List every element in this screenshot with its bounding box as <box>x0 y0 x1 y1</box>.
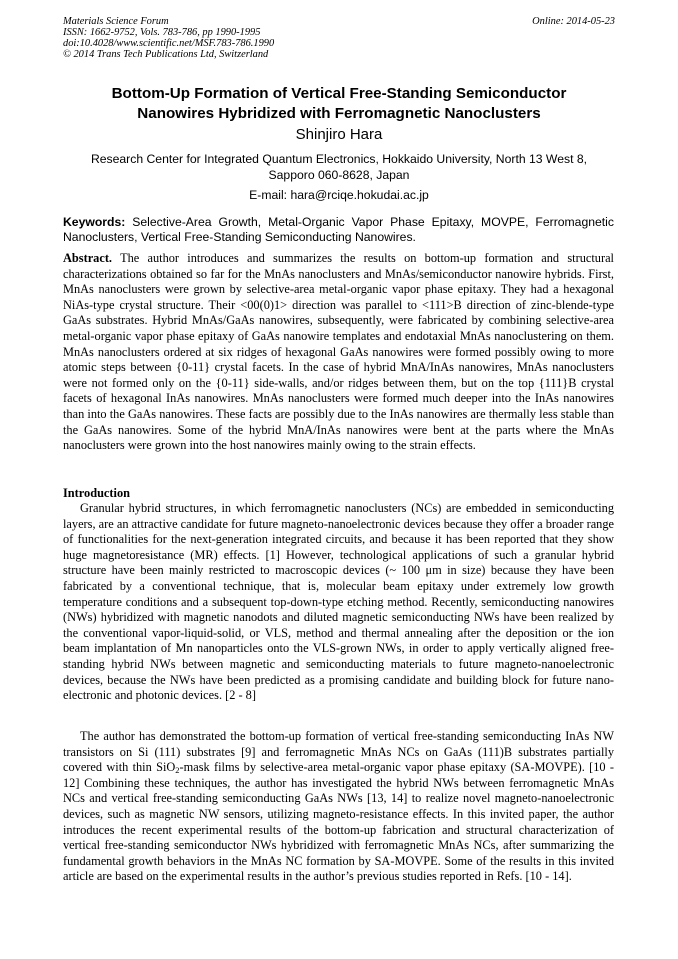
online-date: Online: 2014-05-23 <box>532 16 615 27</box>
journal-copyright: © 2014 Trans Tech Publications Ltd, Switzerland <box>63 49 269 60</box>
journal-header <box>63 16 274 60</box>
abstract <box>63 251 614 454</box>
sio2-subscript: 2 <box>175 765 180 776</box>
author-email: E-mail: hara@rciqe.hokudai.ac.jp <box>249 188 429 202</box>
intro-paragraph-2 <box>63 729 614 885</box>
intro-paragraph-2-part-b: -mask films by selective-area metal-organic vapor phase epitaxy (SA-MOVPE). [10 - 12] Combining these techniques, the author has investigated the hybrid NWs between ferromagnetic MnAs NCs and vertical free-standing semiconducting GaAs NWs [13, 14] to realize novel magneto-nanoelectronic devices, such as magnetic NW sensors, utilizing magneto-resistance effects. In this invited paper, the author introduces the recent experimental results of the bottom-up fabrication and structural characterization of vertical free-standing semiconductor NWs hybridized with ferromagnetic MnAs NCs, after summarizing the fundamental growth behaviors in the MnAs NC formation by SA-MOVPE. Some of the results in this invited article are based on the experimental results in the author’s previous studies reported in Refs. [10 - 14]. <box>63 760 614 884</box>
abstract-label: Abstract. <box>63 251 113 265</box>
author-name: Shinjiro Hara <box>295 126 383 143</box>
intro-paragraph-1: Granular hybrid structures, in which ferromagnetic nanoclusters (NCs) are embedded in semiconducting layers, are an attractive candidate for future magneto-nanoelectronic devices because they offer a broader range of functionalities for the next-generation integrated circuits, and because it has been reported that they show huge magnetoresistance (MR) effects. [1] However, technological applications of such a granular hybrid structure have been mainly restricted to macroscopic devices (~ 100 μm in size) because they have been fabricated by a conventional technique, that is, molecular beam epitaxy under extremely low growth temperature conditions and a subsequent top-down-type etching method. Recently, semiconducting nanowires (NWs) hybridized with magnetic nanodots and diluted magnetic semiconducting NWs have been realized by the conventional vapor-liquid-solid, or VLS, method and thermal annealing after the deposition or the ion beam implantation of Mn nanoparticles onto the VLS-grown NWs, in order to apply vertically aligned free-standing hybrid NWs between magnetic and semiconducting materials to future magneto-nanoelectronic devices, because the NWs have been predicted as a promising candidate and building block for future nano-electronic and photonic devices. [2 - 8] <box>63 501 614 703</box>
introduction-heading: Introduction <box>63 486 130 500</box>
title-line-1: Bottom-Up Formation of Vertical Free-Standing Semiconductor <box>111 85 567 102</box>
journal-name: Materials Science Forum <box>63 16 169 27</box>
affiliation-line-2: Sapporo 060-8628, Japan <box>268 168 410 182</box>
affiliation-line-1: Research Center for Integrated Quantum Electronics, Hokkaido University, North 13 West 8, <box>90 152 588 166</box>
affiliation <box>70 151 608 183</box>
keywords-label: Keywords: <box>63 215 126 229</box>
paper-title <box>40 84 638 124</box>
journal-doi: doi:10.4028/www.scientific.net/MSF.783-786.1990 <box>63 38 275 49</box>
intro-paragraph-2-part-a: The author has demonstrated the bottom-up formation of vertical free-standing semiconducting InAs NW transistors on Si (111) substrates [9] and ferromagnetic MnAs NCs on GaAs (111)B substrates partially covered with thin SiO <box>63 729 614 775</box>
title-line-2: Nanowires Hybridized with Ferromagnetic Nanoclusters <box>137 105 541 122</box>
keywords-text: Selective-Area Growth, Metal-Organic Vapor Phase Epitaxy, MOVPE, Ferromagnetic Nanoclusters, Vertical Free-Standing Semiconducting Nanowires. <box>63 215 614 244</box>
journal-issn: ISSN: 1662-9752, Vols. 783-786, pp 1990-1995 <box>63 27 261 38</box>
keywords <box>63 215 614 245</box>
abstract-text: The author introduces and summarizes the results on bottom-up formation and structural characterizations obtained so far for the MnAs nanoclusters and MnAs/semiconductor nanowire hybrids. First, MnAs nanoclusters were grown by selective-area metal-organic vapor phase epitaxy. They had a hexagonal NiAs-type crystal structure. Their <00(0)1> direction was parallel to <111>B direction of zinc-blende-type GaAs substrates. Hybrid MnAs/GaAs nanowires, subsequently, were fabricated by combining selective-area metal-organic vapor phase epitaxy of GaAs nanowire templates and endotaxial MnAs nanoclustering on them. MnAs nanoclusters ordered at six ridges of hexagonal GaAs nanowires were formed possibly owing to more atomic steps between {0-11} crystal facets. In the case of hybrid MnA/InAs nanowires, MnAs nanoclusters were not formed only on the {0-11} side-walls, and/or ridges between them, but on the top {111}B crystal facets of hexagonal InAs nanowires. MnAs nanoclusters were formed much deeper into the InAs nanowires than into the GaAs nanowires. These facts are possibly due to the InAs nanowires are thermally less stable than the GaAs nanowires. Some of the hybrid MnA/InAs nanowires were bent at the parts where the MnAs nanoclusters were grown into the host nanowires mainly owing to the strain effects. <box>63 251 614 453</box>
